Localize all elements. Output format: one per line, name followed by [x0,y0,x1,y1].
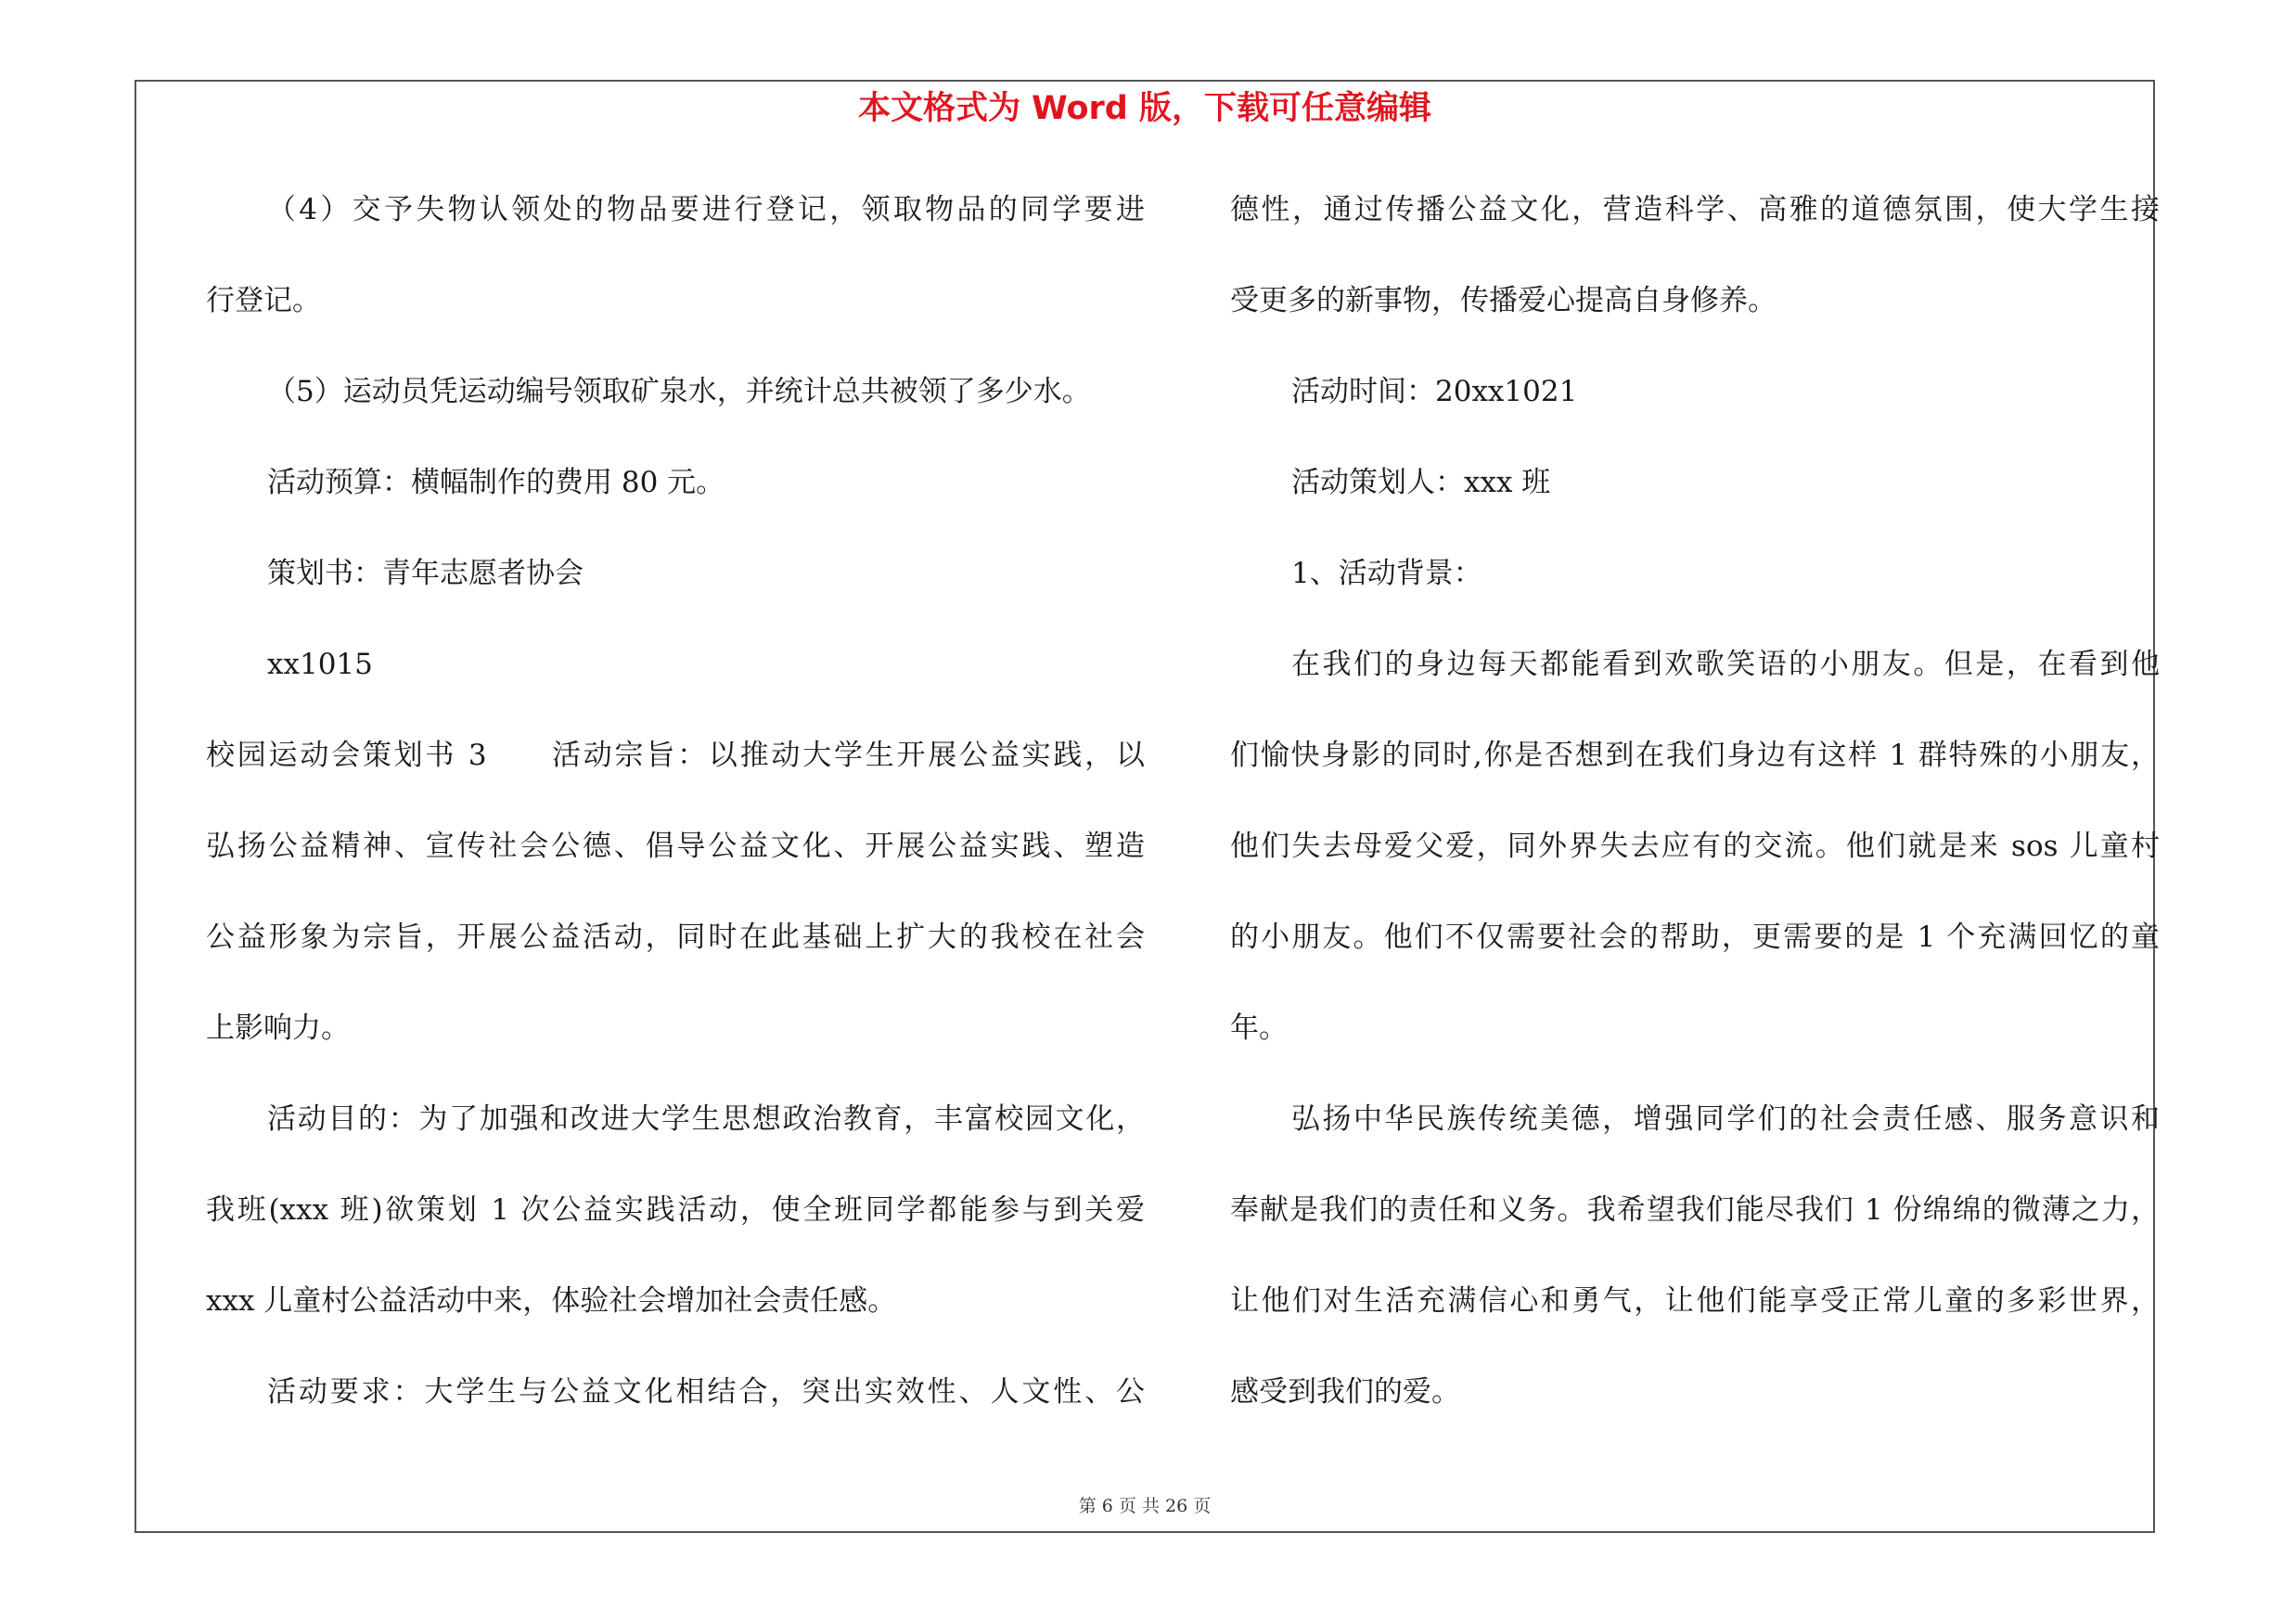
text-line: 活动预算：横幅制作的费用 80 元。 [267,466,725,499]
left-text-column [206,180,1145,1453]
text-line: 活动要求：大学生与公益文化相结合，突出实效性、人文性、公 [267,1375,1145,1409]
text-line: 受更多的新事物，传播爱心提高自身修养。 [1230,284,1777,317]
text-line: xx1015 [267,648,373,681]
text-line: 公益形象为宗旨，开展公益活动，同时在此基础上扩大的我校在社会 [206,921,1145,954]
text-line: 弘扬公益精神、宣传社会公德、倡导公益文化、开展公益实践、塑造 [206,830,1145,863]
right-text-column [1230,180,2160,1453]
text-line: 活动目的：为了加强和改进大学生思想政治教育，丰富校园文化， [267,1102,1145,1136]
text-line: 们愉快身影的同时,你是否想到在我们身边有这样 1 群特殊的小朋友， [1230,739,2160,772]
text-line: 在我们的身边每天都能看到欢歌笑语的小朋友。但是，在看到他 [1291,648,2160,681]
text-line: 弘扬中华民族传统美德，增强同学们的社会责任感、服务意识和 [1291,1102,2160,1136]
text-line: 奉献是我们的责任和义务。我希望我们能尽我们 1 份绵绵的微薄之力， [1230,1193,2160,1227]
text-line: 活动策划人：xxx 班 [1291,466,1551,499]
text-line: 校园运动会策划书 3 活动宗旨：以推动大学生开展公益实践，以 [206,739,1145,772]
text-line: 行登记。 [206,284,321,317]
page-number-footer: 第 6 页 共 26 页 [1078,1496,1212,1516]
text-line: 他们失去母爱父爱，同外界失去应有的交流。他们就是来 sos 儿童村 [1230,830,2160,863]
text-line: （4）交予失物认领处的物品要进行登记，领取物品的同学要进 [267,193,1145,226]
text-line: 我班(xxx 班)欲策划 1 次公益实践活动，使全班同学都能参与到关爱 [206,1193,1145,1227]
text-line: 策划书：青年志愿者协会 [267,557,584,590]
text-line: 感受到我们的爱。 [1230,1375,1460,1409]
text-line: 1、活动背景： [1291,557,1482,590]
word-format-banner: 本文格式为 Word 版，下载可任意编辑 [857,90,1432,127]
text-line: 的小朋友。他们不仅需要社会的帮助，更需要的是 1 个充满回忆的童 [1230,921,2160,954]
text-line: xxx 儿童村公益活动中来，体验社会增加社会责任感。 [206,1284,897,1318]
text-line: 让他们对生活充满信心和勇气，让他们能享受正常儿童的多彩世界， [1230,1284,2160,1318]
text-line: 活动时间：20xx1021 [1291,375,1578,408]
text-line: （5）运动员凭运动编号领取矿泉水，并统计总共被领了多少水。 [267,375,1091,408]
text-line: 年。 [1230,1011,1288,1045]
text-line: 德性，通过传播公益文化，营造科学、高雅的道德氛围，使大学生接 [1230,193,2160,226]
text-line: 上影响力。 [206,1011,350,1045]
